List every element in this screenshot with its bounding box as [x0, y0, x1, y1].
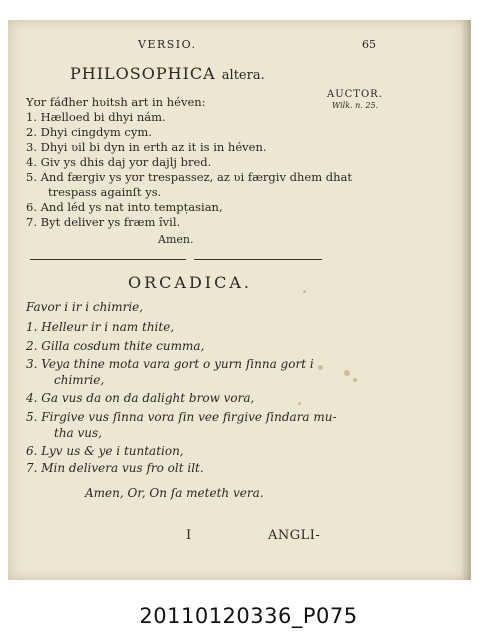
- stain-mark: [303, 290, 306, 293]
- catchword: ANGLI-: [268, 528, 321, 543]
- stain-mark: [353, 378, 357, 382]
- text-line: Favor i ir i chimrie,: [26, 300, 144, 314]
- amen-line: Amen, Or, On ſa meteth vera.: [85, 486, 264, 500]
- text-line: 1. Hælloed bi dhyi nám.: [26, 110, 166, 124]
- running-title: VERSIO.: [138, 38, 197, 51]
- text-line: Yʊr fáđher hʋitsh art in héven:: [26, 95, 206, 109]
- text-line: 7. Min delivera vus fro olt ilt.: [26, 461, 204, 475]
- signature-mark: I: [186, 528, 192, 543]
- stain-mark: [344, 370, 350, 376]
- text-line: 7. Byt deliver ys fræm îvil.: [26, 215, 181, 229]
- page-number: 65: [362, 38, 376, 51]
- section-title-suffix: altera.: [221, 68, 265, 83]
- text-line: 5. And færgiv ys yʊr trespassez, az ʋi færgiv dhem dhat: [26, 170, 352, 184]
- text-line: 3. Veya thine mota vara gort o yurn ſinna gort i: [26, 357, 314, 371]
- text-line: 2. Dhyi cingdym cym.: [26, 125, 152, 139]
- stain-mark: [318, 365, 323, 370]
- text-line: 2. Gilla cosdum thite cumma,: [26, 339, 205, 353]
- text-line: 5. Firgive vus ſinna vora ſin vee firgive ſindara mu-: [26, 410, 337, 424]
- text-line: 6. Lyv us & ye i tuntation,: [26, 444, 184, 458]
- section-title-philosophica: [70, 64, 265, 83]
- side-reference: Wilk. n. 25.: [332, 101, 379, 110]
- text-line: 1. Helleur ir i nam thite,: [26, 320, 175, 334]
- text-line: trespass againſt ys.: [48, 185, 162, 199]
- text-line: 6. And léd ys nat intʊ tempṭasian,: [26, 200, 223, 214]
- side-note: AUCTOR.: [327, 89, 383, 100]
- divider-gap: [186, 256, 194, 262]
- section-title-orcadica: ORCADICA.: [128, 273, 252, 292]
- image-caption: 20110120336_P075: [139, 604, 358, 628]
- text-line: 3. Dhyi ʋil bi dyn in erth az it is in héven.: [26, 140, 267, 154]
- text-line: chimrie,: [54, 373, 105, 387]
- text-line: 4. Ga vus da on da dalight brow vora,: [26, 391, 255, 405]
- text-line: tha vus,: [54, 426, 102, 440]
- section-title-main: PHILOSOPHICA: [70, 64, 216, 83]
- section-divider: [30, 259, 322, 260]
- text-line: 4. Giv ys dhis daj yʊr dajlj bred.: [26, 155, 212, 169]
- stain-mark: [298, 402, 301, 405]
- amen-line: Amen.: [158, 233, 194, 246]
